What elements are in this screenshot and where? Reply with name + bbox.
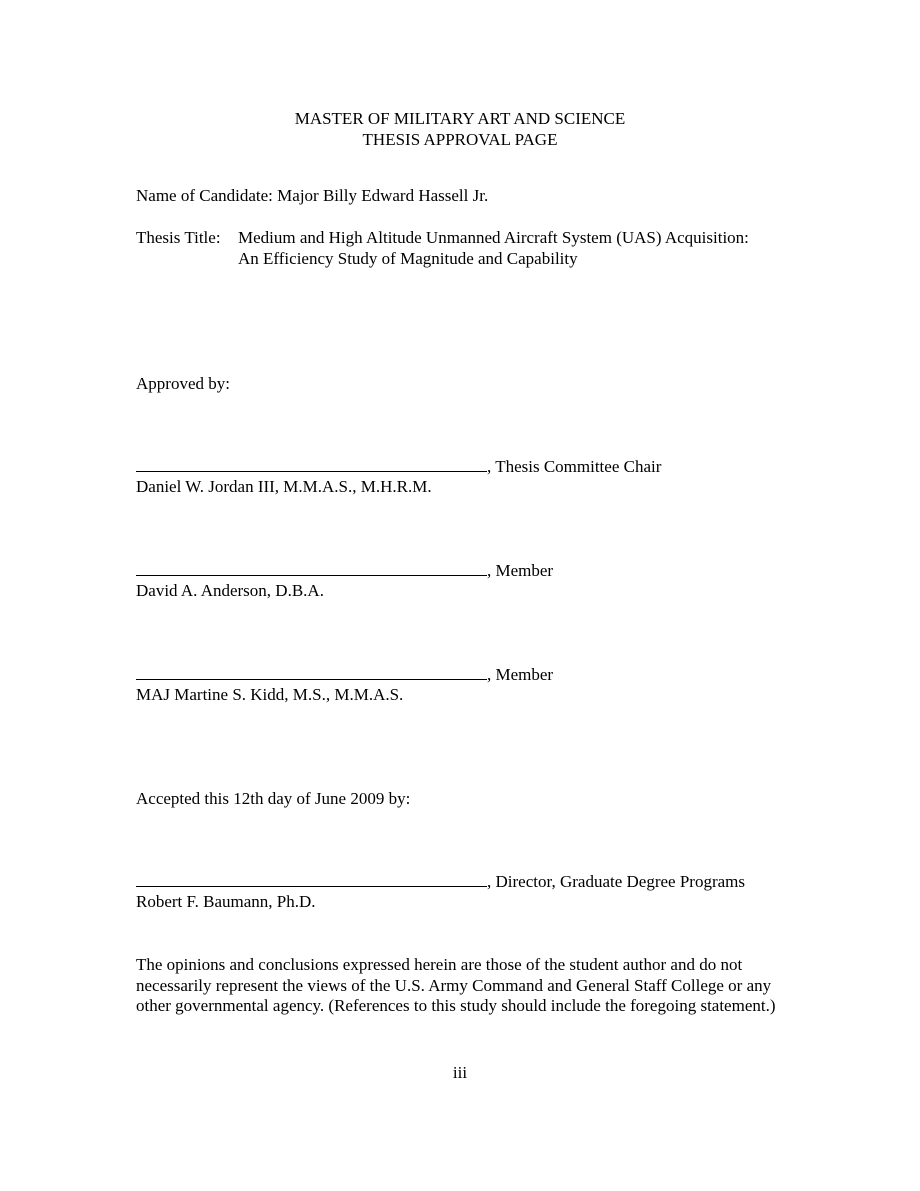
- page-number: iii: [452, 1063, 468, 1082]
- signature-blank: [136, 664, 487, 680]
- signature-blank: [136, 560, 487, 576]
- thesis-title-line-1: Medium and High Altitude Unmanned Aircraft System (UAS) Acquisition:: [238, 228, 749, 247]
- header-line-2: THESIS APPROVAL PAGE: [362, 130, 558, 149]
- thesis-title-label: Thesis Title:: [136, 228, 221, 247]
- candidate-name: Major Billy Edward Hassell Jr.: [277, 186, 489, 205]
- signature-line-member-2: [136, 664, 553, 685]
- signatory-name-chair: Daniel W. Jordan III, M.M.A.S., M.H.R.M.: [136, 477, 432, 496]
- signature-role: , Member: [487, 561, 554, 580]
- accepted-statement: Accepted this 12th day of June 2009 by:: [136, 789, 411, 808]
- signature-line-director: [136, 871, 745, 892]
- signature-blank: [136, 456, 487, 472]
- signature-line-member-1: [136, 560, 553, 581]
- signatory-name-member-1: David A. Anderson, D.B.A.: [136, 581, 324, 600]
- signature-role: , Member: [487, 665, 554, 684]
- disclaimer-paragraph: The opinions and conclusions expressed herein are those of the student author and do not necessarily represent the views of the U.S. Army Command and General Staff College or any other governmental agency. (References to this study should include the foregoing statement.): [136, 955, 776, 1015]
- signature-role: , Thesis Committee Chair: [487, 457, 662, 476]
- candidate-row: [136, 186, 488, 206]
- signatory-name-member-2: MAJ Martine S. Kidd, M.S., M.M.A.S.: [136, 685, 404, 704]
- thesis-title-line-2: An Efficiency Study of Magnitude and Capability: [238, 249, 578, 268]
- approved-by-label: Approved by:: [136, 374, 230, 393]
- signature-blank: [136, 871, 487, 887]
- candidate-label: Name of Candidate:: [136, 186, 273, 205]
- header-line-1: MASTER OF MILITARY ART AND SCIENCE: [294, 109, 626, 128]
- signature-role: , Director, Graduate Degree Programs: [487, 872, 745, 891]
- signatory-name-director: Robert F. Baumann, Ph.D.: [136, 892, 316, 911]
- signature-line-chair: [136, 456, 661, 477]
